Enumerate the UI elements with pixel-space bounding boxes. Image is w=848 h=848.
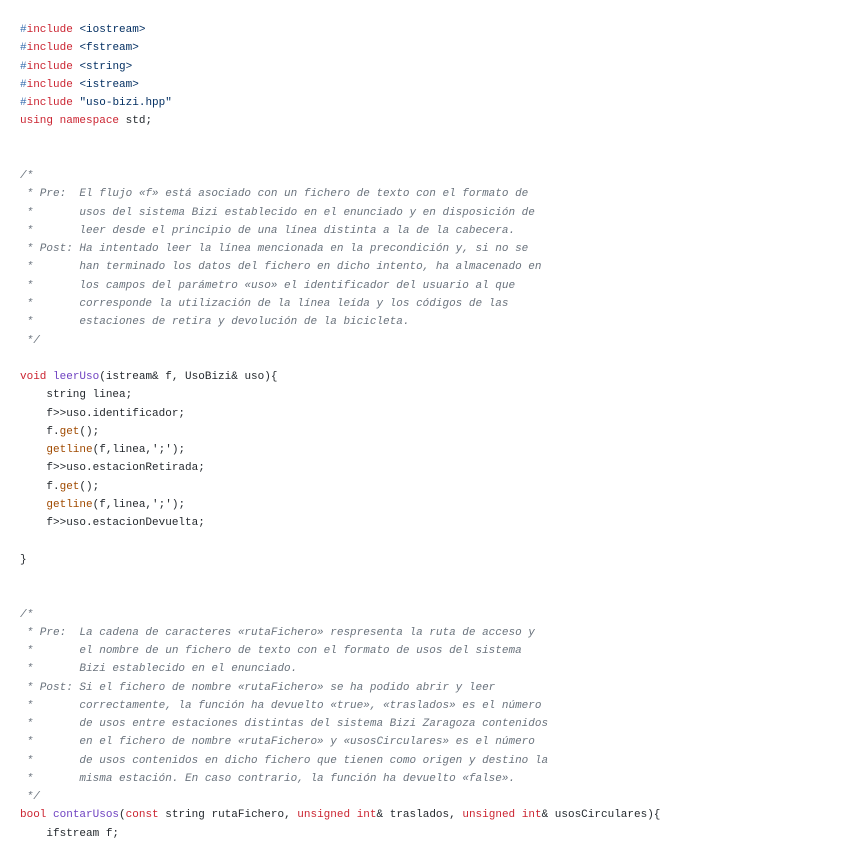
preprocessor-token: # (20, 78, 27, 91)
keyword-token: int (356, 809, 377, 822)
comment-token: /* (20, 608, 34, 621)
code-line (20, 405, 848, 423)
keyword-token: int (521, 809, 542, 822)
string-token: <istream> (79, 78, 139, 91)
code-line (20, 386, 848, 404)
code-line (20, 185, 848, 203)
code-text (20, 444, 46, 456)
code-line (20, 441, 848, 459)
keyword-token: namespace (59, 115, 120, 128)
code-text: f>>uso.estacionDevuelta; (20, 517, 205, 530)
code-line (20, 332, 848, 350)
code-text: & traslados, (376, 809, 463, 822)
code-line (20, 204, 848, 222)
code-line (20, 21, 848, 39)
code-line (20, 715, 848, 733)
string-token: <string> (79, 60, 133, 73)
code-line (20, 606, 848, 624)
keyword-token: void (20, 371, 47, 384)
code-line (20, 788, 848, 806)
preprocessor-token: # (20, 42, 27, 55)
comment-token: * en el fichero de nombre «rutaFichero» y «usosCirculares» es el número (20, 736, 535, 749)
comment-token: * misma estación. En caso contrario, la función ha devuelto «false». (20, 772, 516, 785)
code-line (20, 313, 848, 331)
code-line (20, 167, 848, 185)
code-text: std; (119, 115, 153, 128)
code-line (20, 277, 848, 295)
call-token: get (59, 425, 80, 438)
code-text: f. (20, 425, 60, 438)
code-line (20, 514, 848, 532)
code-line (20, 295, 848, 313)
string-token: <iostream> (79, 24, 146, 36)
code-line (20, 496, 848, 514)
comment-token: * correctamente, la función ha devuelto «true», «traslados» es el número (20, 699, 542, 712)
code-text: (f,linea,';'); (92, 498, 186, 511)
code-line (20, 94, 848, 112)
code-text: f>>uso.identificador; (20, 407, 186, 420)
code-line (20, 39, 848, 57)
code-editor (20, 21, 848, 843)
comment-token: * leer desde el principio de una línea distinta a la de la cabecera. (20, 224, 516, 237)
code-text: (); (79, 480, 100, 493)
comment-token: * corresponde la utilización de la línea leída y los códigos de las (20, 297, 509, 310)
comment-token: * Post: Si el fichero de nombre «rutaFichero» se ha podido abrir y leer (20, 681, 496, 694)
code-text: f. (20, 480, 60, 493)
keyword-token: include (26, 78, 73, 91)
keyword-token: unsigned (462, 809, 516, 822)
keyword-token: include (26, 60, 73, 73)
code-line (20, 423, 848, 441)
comment-token: * Bizi establecido en el enunciado. (20, 663, 298, 676)
code-text: & usosCirculares){ (541, 809, 661, 822)
comment-token: * de usos entre estaciones distintas del sistema Bizi Zaragoza contenidos (20, 718, 549, 731)
code-line (20, 131, 848, 149)
code-line (20, 679, 848, 697)
code-line (20, 368, 848, 386)
preprocessor-token: # (20, 60, 27, 73)
code-line (20, 76, 848, 94)
string-token: <fstream> (79, 42, 139, 55)
code-line (20, 58, 848, 76)
code-line (20, 532, 848, 550)
comment-token: * Post: Ha intentado leer la línea mencionada en la precondición y, si no se (20, 243, 529, 256)
code-text: (istream& f, UsoBizi& uso){ (99, 371, 278, 384)
code-line (20, 258, 848, 276)
code-text: f>>uso.estacionRetirada; (20, 462, 205, 475)
code-text (350, 809, 357, 821)
code-text: ( (119, 809, 126, 822)
code-text: string linea; (20, 389, 133, 402)
keyword-token: include (26, 42, 73, 55)
code-line (20, 642, 848, 660)
code-line (20, 350, 848, 368)
code-line (20, 624, 848, 642)
call-token: get (59, 480, 80, 493)
code-line (20, 222, 848, 240)
keyword-token: unsigned (297, 809, 351, 822)
comment-token: * de usos contenidos en dicho fichero que tienen como origen y destino la (20, 754, 549, 767)
comment-token: * estaciones de retira y devolución de la bicicleta. (20, 316, 410, 329)
string-token: "uso-bizi.hpp" (79, 97, 172, 110)
keyword-token: include (26, 97, 73, 110)
code-line (20, 752, 848, 770)
code-line (20, 240, 848, 258)
code-line (20, 825, 848, 843)
keyword-token: bool (20, 809, 47, 822)
comment-token: /* (20, 170, 34, 183)
code-text (20, 499, 46, 511)
comment-token: * usos del sistema Bizi establecido en el enunciado y en disposición de (20, 206, 535, 219)
code-line (20, 733, 848, 751)
code-line (20, 806, 848, 824)
preprocessor-token: # (20, 97, 27, 110)
comment-token: */ (20, 791, 40, 804)
call-token: getline (46, 498, 93, 511)
comment-token: * Pre: La cadena de caracteres «rutaFichero» respresenta la ruta de acceso y (20, 626, 535, 639)
code-text: (); (79, 425, 100, 438)
code-text: ifstream f; (20, 827, 120, 840)
comment-token: * han terminado los datos del fichero en dicho intento, ha almacenado en (20, 261, 542, 274)
code-line (20, 770, 848, 788)
code-line (20, 459, 848, 477)
keyword-token: using (20, 115, 54, 128)
code-line (20, 660, 848, 678)
keyword-token: const (125, 809, 159, 822)
code-text: (f,linea,';'); (92, 444, 186, 457)
keyword-token: include (26, 24, 73, 36)
comment-token: */ (20, 334, 40, 347)
code-line (20, 149, 848, 167)
code-line (20, 697, 848, 715)
code-line (20, 112, 848, 130)
preprocessor-token: # (20, 24, 27, 36)
comment-token: * Pre: El flujo «f» está asociado con un fichero de texto con el formato de (20, 188, 529, 201)
function-name-token: leerUso (53, 371, 100, 384)
comment-token: * los campos del parámetro «uso» el identificador del usuario al que (20, 279, 516, 292)
function-name-token: contarUsos (53, 809, 120, 822)
code-line (20, 478, 848, 496)
code-text: string rutaFichero, (158, 809, 298, 822)
code-line (20, 551, 848, 569)
code-line (20, 587, 848, 605)
code-text (515, 809, 522, 821)
call-token: getline (46, 444, 93, 457)
comment-token: * el nombre de un fichero de texto con el formato de usos del sistema (20, 645, 522, 658)
code-line (20, 569, 848, 587)
code-text (53, 115, 60, 127)
code-text: } (20, 553, 27, 566)
